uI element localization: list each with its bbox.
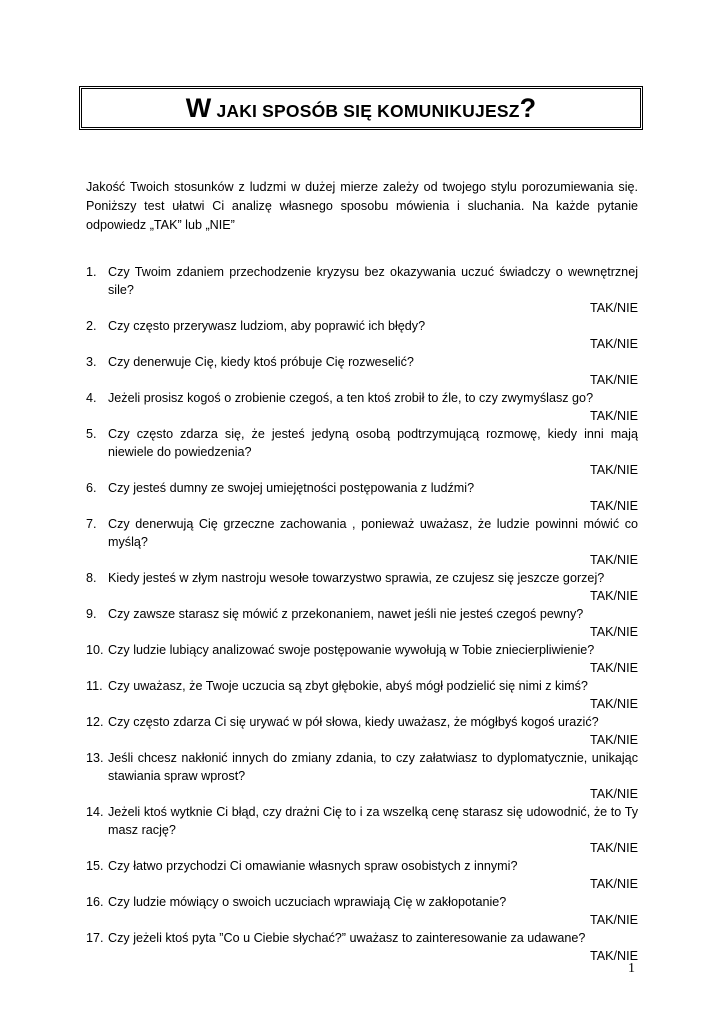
question-number: 6. [86,481,97,495]
question-text: Czy często zdarza się, że jesteś jedyną osobą podtrzymującą rozmowę, kiedy inni mają niewiele do powiedzenia? [108,427,638,459]
question-item [86,605,638,641]
page-number: 1 [628,961,635,976]
page-title [186,93,537,124]
question-list [86,263,638,965]
question-text: Czy denerwują Cię grzeczne zachowania , ponieważ uważasz, że ludzie powinni mówić co myślą? [108,517,638,549]
question-text: Czy Twoim zdaniem przechodzenie kryzysu bez okazywania uczuć świadczy o wewnętrznej sile? [108,265,638,297]
question-text: Czy ludzie mówiący o swoich uczuciach wprawiają Cię w zakłopotanie? [108,895,507,909]
title-first-letter: W [185,92,212,123]
title-question-mark: ? [519,92,537,123]
question-text: Czy uważasz, że Twoje uczucia są zbyt głębokie, abyś mógł podzielić się nimi z kimś? [108,679,588,693]
title-box [79,86,643,130]
question-text: Jeżeli ktoś wytknie Ci błąd, czy drażni Cię to i za wszelką cenę starasz się udowodnić, że to Ty masz rację? [108,805,638,837]
question-text: Czy jeżeli ktoś pyta ”Co u Ciebie słychać?” uważasz to zainteresowanie za udawane? [108,931,586,945]
question-text: Czy zawsze starasz się mówić z przekonaniem, nawet jeśli nie jesteś czegoś pewny? [108,607,584,621]
answer-option: TAK/NIE [589,589,638,603]
question-number: 7. [86,517,97,531]
answer-option: TAK/NIE [589,553,638,567]
question-text: Czy często zdarza Ci się urywać w pół słowa, kiedy uważasz, że mógłbyś kogoś urazić? [108,715,599,729]
question-number: 12. [86,715,104,729]
question-item [86,803,638,857]
answer-option: TAK/NIE [589,625,638,639]
answer-option: TAK/NIE [589,787,638,801]
question-item [86,857,638,893]
answer-option: TAK/NIE [589,337,638,351]
answer-option: TAK/NIE [589,463,638,477]
question-number: 2. [86,319,97,333]
answer-option: TAK/NIE [589,877,638,891]
question-item [86,569,638,605]
answer-option: TAK/NIE [589,697,638,711]
answer-option: TAK/NIE [589,373,638,387]
question-text: Czy denerwuje Cię, kiedy ktoś próbuje Cię rozweselić? [108,355,414,369]
question-text: Czy łatwo przychodzi Ci omawianie własnych spraw osobistych z innymi? [108,859,518,873]
question-item [86,893,638,929]
question-number: 3. [86,355,97,369]
question-item [86,749,638,803]
answer-option: TAK/NIE [589,949,638,963]
question-number: 4. [86,391,97,405]
question-number: 8. [86,571,97,585]
question-item [86,929,638,965]
answer-option: TAK/NIE [589,913,638,927]
question-text: Czy często przerywasz ludziom, aby poprawić ich błędy? [108,319,426,333]
question-item [86,677,638,713]
question-number: 1. [86,265,97,279]
question-item [86,353,638,389]
question-item [86,389,638,425]
question-number: 11. [86,679,103,693]
question-text: Czy ludzie lubiący analizować swoje postępowanie wywołują w Tobie zniecierpliwienie? [108,643,595,657]
question-number: 9. [86,607,97,621]
question-text: Kiedy jesteś w złym nastroju wesołe towarzystwo sprawia, ze czujesz się jeszcze gorzej? [108,571,605,585]
question-item [86,515,638,569]
answer-option: TAK/NIE [589,661,638,675]
question-item [86,263,638,317]
question-number: 14. [86,805,104,819]
intro-paragraph: Jakość Twoich stosunków z ludzmi w dużej mierze zależy od twojego stylu porozumiewania się. Poniższy test ułatwi Ci analizę własnego sposobu mówienia i sluchania. Na każde pytanie odpowiedz „TAK” lub „NIE” [86,180,638,232]
answer-option: TAK/NIE [589,733,638,747]
question-number: 16. [86,895,104,909]
question-number: 10. [86,643,104,657]
question-item [86,641,638,677]
question-number: 17. [86,931,104,945]
question-number: 13. [86,751,104,765]
answer-option: TAK/NIE [589,409,638,423]
question-text: Czy jesteś dumny ze swojej umiejętności postępowania z ludźmi? [108,481,475,495]
question-number: 15. [86,859,104,873]
question-text: Jeśli chcesz nakłonić innych do zmiany zdania, to czy załatwiasz to dyplomatycznie, unikając stawiania spraw wprost? [108,751,638,783]
question-item [86,425,638,479]
question-number: 5. [86,427,97,441]
question-item [86,317,638,353]
question-text: Jeżeli prosisz kogoś o zrobienie czegoś, a ten ktoś zrobił to źle, to czy zwymyślasz go? [108,391,594,405]
answer-option: TAK/NIE [589,841,638,855]
question-item [86,479,638,515]
answer-option: TAK/NIE [589,499,638,513]
answer-option: TAK/NIE [589,301,638,315]
title-text: JAKI SPOSÓB SIĘ KOMUNIKUJESZ [216,100,520,121]
question-item [86,713,638,749]
